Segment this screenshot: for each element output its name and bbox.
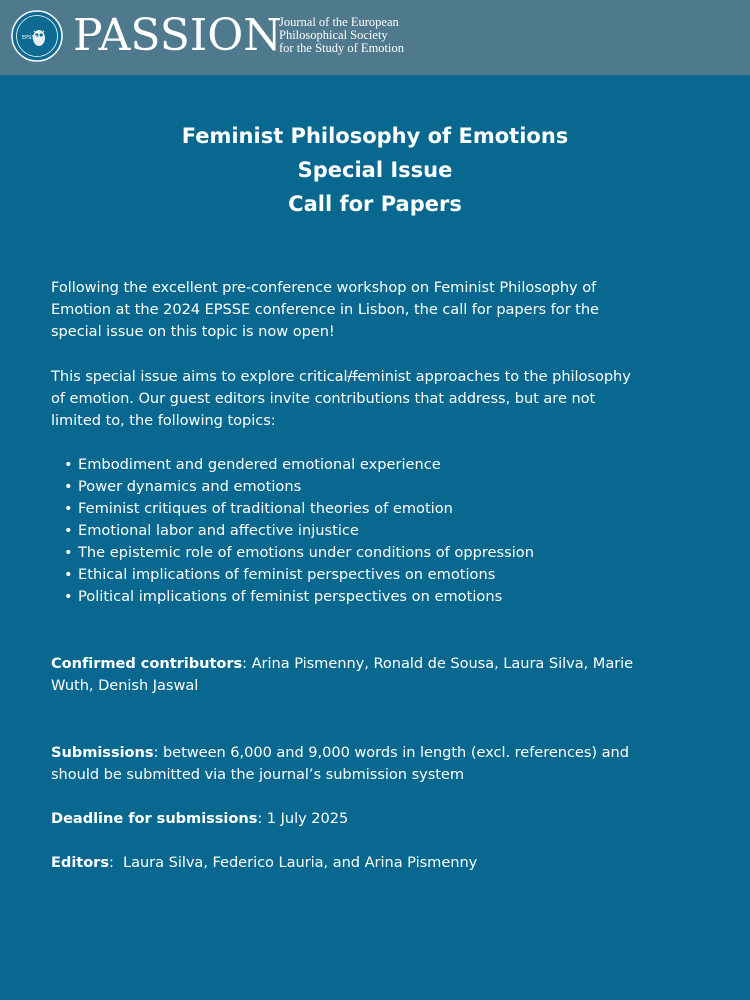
bullet-icon: • [64,588,73,605]
title-line: Feminist Philosophy of Emotions [181,124,569,148]
topic-text: Political implications of feminist perspectives on emotions [78,588,503,605]
list-item [64,564,534,586]
submissions-details: : between 6,000 and 9,000 words in length (excl. references) and [153,744,629,761]
topic-text: Power dynamics and emotions [78,478,302,495]
struck-text: /fe [347,368,367,385]
editors-label: Editors [51,854,109,871]
topics-list [64,454,534,608]
submissions-section [51,742,701,786]
list-item [64,542,534,564]
text-line: Wuth, Denish Jaswal [51,677,199,694]
list-item [64,498,534,520]
bullet-icon: • [64,566,73,583]
topic-text: Emotional labor and affective injustice [78,522,359,539]
text-line [51,366,701,388]
text-line: limited to, the following topics: [51,412,276,429]
text-line: Emotion at the 2024 EPSSE conference in Lisbon, the call for papers for the [51,301,599,318]
editors-section [51,852,701,874]
text-line [51,742,701,764]
journal-wordmark: PASSION [73,10,282,61]
list-item [64,586,534,608]
epsse-seal-logo [11,10,63,62]
subtitle-line: Journal of the European [279,15,399,29]
aims-text-after: minist approaches to the philosophy [366,368,631,385]
deadline-label: Deadline for submissions [51,810,258,827]
deadline-section [51,808,701,830]
text-line: of emotion. Our guest editors invite contributions that address, but are not [51,390,596,407]
contributors-names: : Arina Pismenny, Ronald de Sousa, Laura Silva, Marie [242,655,634,672]
bullet-icon: • [64,522,73,539]
bullet-icon: • [64,544,73,561]
contributors-label: Confirmed contributors [51,655,243,672]
submissions-label: Submissions [51,744,154,761]
deadline-value: : 1 July 2025 [257,810,349,827]
aims-paragraph [51,366,701,432]
text-line: special issue on this topic is now open! [51,323,335,340]
text-line: Following the excellent pre-conference workshop on Feminist Philosophy of [51,279,597,296]
text-line [51,653,701,675]
bullet-icon: • [64,456,73,473]
topic-text: The epistemic role of emotions under conditions of oppression [78,544,534,561]
contributors-section [51,653,701,697]
title-line: Call for Papers [288,192,462,216]
page-title [0,119,750,221]
list-item [64,476,534,498]
bullet-icon: • [64,500,73,517]
list-item [64,520,534,542]
aims-text-before: This special issue aims to explore critical [51,368,348,385]
subtitle-line: for the Study of Emotion [279,41,404,55]
bullet-icon: • [64,478,73,495]
text-line [51,852,701,874]
topic-text: Embodiment and gendered emotional experience [78,456,441,473]
text-line: should be submitted via the journal’s submission system [51,766,465,783]
editors-names: : Laura Silva, Federico Lauria, and Arina Pismenny [108,854,478,871]
intro-paragraph [51,277,701,343]
text-line [51,808,701,830]
title-line: Special Issue [297,158,453,182]
subtitle-line: Philosophical Society [279,28,388,42]
journal-header [0,0,750,75]
list-item [64,454,534,476]
journal-subtitle [279,16,404,55]
topic-text: Ethical implications of feminist perspectives on emotions [78,566,496,583]
seal-text: EPSSE [22,35,38,41]
topic-text: Feminist critiques of traditional theories of emotion [78,500,453,517]
